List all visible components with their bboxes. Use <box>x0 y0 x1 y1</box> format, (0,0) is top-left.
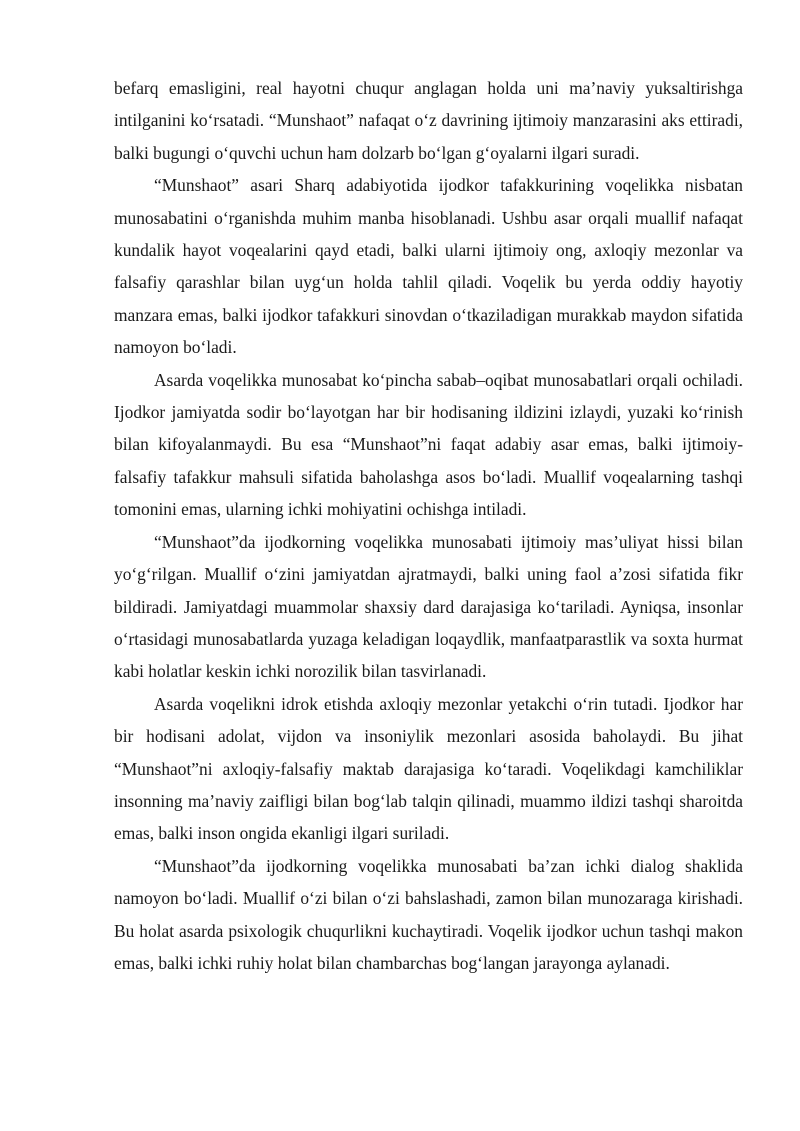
paragraph: Asarda voqelikni idrok etishda axloqiy mezonlar yetakchi oʻrin tutadi. Ijodkor har bir hodisani adolat, vijdon va insoniylik mezonlari asosida baholaydi. Bu jihat “Munshaot”ni axloqiy-falsafiy maktab darajasiga koʻtaradi. Voqelikdagi kamchiliklar insonning maʼnaviy zaifligi bilan bogʻlab talqin qilinadi, muammo ildizi tashqi sharoitda emas, balki inson ongida ekanligi ilgari suriladi. <box>114 693 743 844</box>
paragraph: “Munshaot”da ijodkorning voqelikka munosabati baʼzan ichki dialog shaklida namoyon boʻladi. Muallif oʻzi bilan oʻzi bahslashadi, zamon bilan munozaraga kirishadi. Bu holat asarda psixologik chuqurlikni kuchaytiradi. Voqelik ijodkor uchun tashqi makon emas, balki ichki ruhiy holat bilan chambarchas bogʻlangan jarayonga aylanadi. <box>114 855 743 973</box>
paragraph: “Munshaot” asari Sharq adabiyotida ijodkor tafakkurining voqelikka nisbatan munosabatini oʻrganishda muhim manba hisoblanadi. Ushbu asar orqali muallif nafaqat kundalik hayot voqealarini qayd etadi, balki ularni ijtimoiy ong, axloqiy mezonlar va falsafiy qarashlar bilan uygʻun holda tahlil qiladi. Voqelik bu yerda oddiy hayotiy manzara emas, balki ijodkor tafakkuri sinovdan oʻtkaziladigan murakkab maydon sifatida namoyon boʻladi. <box>114 175 743 358</box>
paragraph: Asarda voqelikka munosabat koʻpincha sabab–oqibat munosabatlari orqali ochiladi. Ijodkor jamiyatda sodir boʻlayotgan har bir hodisaning ildizini izlaydi, yuzaki koʻrinish bilan kifoyalanmaydi. Bu esa “Munshaot”ni faqat adabiy asar emas, balki ijtimoiy-falsafiy tafakkur mahsuli sifatida baholashga asos boʻladi. Muallif voqealarning tashqi tomonini emas, ularning ichki mohiyatini ochishga intiladi. <box>114 369 743 520</box>
body-text <box>114 72 743 979</box>
paragraph-continuation: befarq emasligini, real hayotni chuqur anglagan holda uni maʼnaviy yuksaltirishga intilganini koʻrsatadi. “Munshaot” nafaqat oʻz davrining ijtimoiy manzarasini aks ettiradi, balki bugungi oʻquvchi uchun ham dolzarb boʻlgan gʻoyalarni ilgari suradi. <box>114 78 743 163</box>
paragraph: “Munshaot”da ijodkorning voqelikka munosabati ijtimoiy masʼuliyat hissi bilan yoʻgʻrilgan. Muallif oʻzini jamiyatdan ajratmaydi, balki uning faol aʼzosi sifatida fikr bildiradi. Jamiyatdagi muammolar shaxsiy dard darajasiga koʻtariladi. Ayniqsa, insonlar oʻrtasidagi munosabatlarda yuzaga keladigan loqaydlik, manfaatparastlik va soxta hurmat kabi holatlar keskin ichki norozilik bilan tasvirlanadi. <box>114 531 743 682</box>
